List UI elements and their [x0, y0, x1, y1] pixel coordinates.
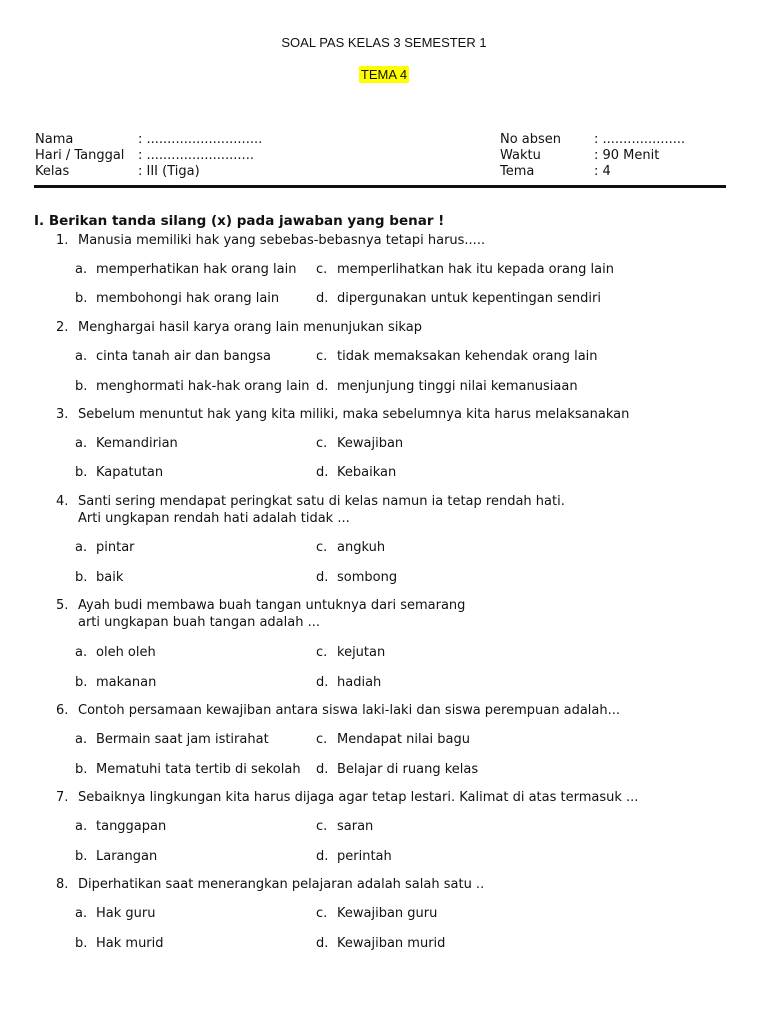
- option-letter: c.: [316, 540, 328, 555]
- option-text: tanggapan: [96, 819, 167, 834]
- question-text: Menghargai hasil karya orang lain menunjukan sikap: [78, 320, 422, 335]
- option-b: [75, 291, 279, 306]
- question-2: [56, 319, 422, 336]
- info-label: Hari / Tanggal: [35, 148, 125, 163]
- option-letter: a.: [75, 819, 88, 834]
- option-letter: b.: [75, 291, 88, 306]
- info-value: : ............................: [138, 132, 263, 147]
- option-d: [316, 936, 445, 951]
- option-c: [316, 540, 385, 555]
- question-8: [56, 876, 484, 893]
- option-letter: c.: [316, 906, 328, 921]
- question-number: 2.: [56, 320, 69, 335]
- option-letter: a.: [75, 906, 88, 921]
- option-a: [75, 906, 155, 921]
- student-info-left: [35, 132, 262, 180]
- question-7: [56, 789, 638, 806]
- option-d: [316, 291, 601, 306]
- option-letter: b.: [75, 379, 88, 394]
- question-number: 7.: [56, 790, 69, 805]
- option-text: Hak guru: [96, 906, 156, 921]
- option-text: kejutan: [337, 645, 386, 660]
- info-value: : ..........................: [138, 148, 254, 163]
- option-letter: d.: [316, 291, 329, 306]
- question-text-cont: Arti ungkapan rendah hati adalah tidak ...: [78, 511, 350, 526]
- option-text: memperhatikan hak orang lain: [96, 262, 297, 277]
- theme-highlight: TEMA 4: [360, 67, 408, 82]
- option-text: Larangan: [96, 849, 158, 864]
- option-text: cinta tanah air dan bangsa: [96, 349, 271, 364]
- question-text: Contoh persamaan kewajiban antara siswa laki-laki dan siswa perempuan adalah...: [78, 703, 621, 718]
- option-a: [75, 436, 178, 451]
- info-label: Kelas: [35, 164, 70, 179]
- option-text: saran: [337, 819, 374, 834]
- option-letter: d.: [316, 849, 329, 864]
- info-row-name: [35, 132, 262, 148]
- option-letter: c.: [316, 732, 328, 747]
- info-value: : III (Tiga): [138, 164, 200, 179]
- option-text: oleh oleh: [96, 645, 156, 660]
- option-c: [316, 262, 614, 277]
- question-number: 6.: [56, 703, 69, 718]
- option-c: [316, 732, 470, 747]
- info-label: Waktu: [500, 148, 541, 163]
- option-letter: c.: [316, 819, 328, 834]
- info-row-class: [35, 164, 262, 180]
- option-text: perintah: [337, 849, 392, 864]
- option-text: Kebaikan: [337, 465, 397, 480]
- document-title: SOAL PAS KELAS 3 SEMESTER 1: [281, 35, 487, 50]
- option-letter: d.: [316, 936, 329, 951]
- header-divider: [34, 185, 726, 188]
- option-d: [316, 379, 578, 394]
- info-row-time: [500, 148, 685, 164]
- question-text: Sebaiknya lingkungan kita harus dijaga agar tetap lestari. Kalimat di atas termasuk ...: [78, 790, 639, 805]
- option-letter: a.: [75, 645, 88, 660]
- option-letter: d.: [316, 379, 329, 394]
- option-c: [316, 906, 437, 921]
- option-letter: c.: [316, 436, 328, 451]
- info-value: : ....................: [594, 132, 686, 147]
- option-c: [316, 819, 373, 834]
- option-b: [75, 379, 310, 394]
- option-letter: d.: [316, 570, 329, 585]
- option-text: Belajar di ruang kelas: [337, 762, 479, 777]
- info-label: No absen: [500, 132, 562, 147]
- option-text: baik: [96, 570, 124, 585]
- option-a: [75, 819, 166, 834]
- option-b: [75, 465, 163, 480]
- option-text: Kemandirian: [96, 436, 178, 451]
- info-value: : 90 Menit: [594, 148, 660, 163]
- option-letter: b.: [75, 465, 88, 480]
- option-d: [316, 570, 397, 585]
- option-d: [316, 675, 381, 690]
- option-d: [316, 465, 396, 480]
- question-text: Manusia memiliki hak yang sebebas-bebasnya tetapi harus.....: [78, 233, 486, 248]
- student-info-right: [500, 132, 685, 180]
- question-4: [56, 493, 565, 527]
- option-text: Kewajiban: [337, 436, 404, 451]
- option-b: [75, 849, 157, 864]
- option-text: pintar: [96, 540, 135, 555]
- question-number: 8.: [56, 877, 69, 892]
- option-letter: b.: [75, 936, 88, 951]
- option-a: [75, 732, 269, 747]
- section-heading: I. Berikan tanda silang (x) pada jawaban yang benar !: [34, 213, 445, 229]
- question-number: 5.: [56, 598, 69, 613]
- question-number: 3.: [56, 407, 69, 422]
- option-text: makanan: [96, 675, 157, 690]
- option-b: [75, 675, 156, 690]
- info-label: Tema: [500, 164, 535, 179]
- option-letter: c.: [316, 349, 328, 364]
- question-number: 4.: [56, 494, 69, 509]
- option-letter: a.: [75, 732, 88, 747]
- option-letter: b.: [75, 570, 88, 585]
- option-text: membohongi hak orang lain: [96, 291, 280, 306]
- option-letter: d.: [316, 762, 329, 777]
- option-b: [75, 762, 301, 777]
- info-row-theme: [500, 164, 685, 180]
- option-text: Mendapat nilai bagu: [337, 732, 471, 747]
- option-c: [316, 645, 385, 660]
- info-row-absen: [500, 132, 685, 148]
- option-letter: a.: [75, 540, 88, 555]
- option-text: sombong: [337, 570, 398, 585]
- question-5: [56, 597, 465, 631]
- option-letter: a.: [75, 262, 88, 277]
- info-value: : 4: [594, 164, 611, 179]
- option-letter: d.: [316, 675, 329, 690]
- option-text: menghormati hak-hak orang lain: [96, 379, 310, 394]
- option-b: [75, 936, 164, 951]
- option-d: [316, 762, 478, 777]
- option-text: memperlihatkan hak itu kepada orang lain: [337, 262, 614, 277]
- option-text: tidak memaksakan kehendak orang lain: [337, 349, 598, 364]
- question-1: [56, 232, 485, 249]
- info-label: Nama: [35, 132, 74, 147]
- option-a: [75, 349, 271, 364]
- option-letter: c.: [316, 645, 328, 660]
- option-text: hadiah: [337, 675, 382, 690]
- theme-label: [0, 67, 768, 82]
- option-d: [316, 849, 392, 864]
- option-letter: b.: [75, 849, 88, 864]
- option-text: angkuh: [337, 540, 386, 555]
- option-text: Mematuhi tata tertib di sekolah: [96, 762, 301, 777]
- question-number: 1.: [56, 233, 69, 248]
- option-letter: b.: [75, 762, 88, 777]
- option-c: [316, 349, 598, 364]
- option-text: menjunjung tinggi nilai kemanusiaan: [337, 379, 578, 394]
- question-text: Santi sering mendapat peringkat satu di kelas namun ia tetap rendah hati.: [78, 494, 565, 509]
- option-a: [75, 540, 135, 555]
- option-text: Kapatutan: [96, 465, 164, 480]
- option-text: Kewajiban guru: [337, 906, 438, 921]
- option-letter: a.: [75, 349, 88, 364]
- info-row-date: [35, 148, 262, 164]
- option-letter: b.: [75, 675, 88, 690]
- option-letter: d.: [316, 465, 329, 480]
- option-a: [75, 262, 296, 277]
- option-letter: a.: [75, 436, 88, 451]
- option-letter: c.: [316, 262, 328, 277]
- question-6: [56, 702, 620, 719]
- question-text: Ayah budi membawa buah tangan untuknya dari semarang: [78, 598, 466, 613]
- option-text: Kewajiban murid: [337, 936, 446, 951]
- question-3: [56, 406, 629, 423]
- option-text: Bermain saat jam istirahat: [96, 732, 269, 747]
- question-text-cont: arti ungkapan buah tangan adalah ...: [78, 615, 320, 630]
- option-text: Hak murid: [96, 936, 164, 951]
- option-c: [316, 436, 403, 451]
- option-text: dipergunakan untuk kepentingan sendiri: [337, 291, 601, 306]
- question-text: Diperhatikan saat menerangkan pelajaran adalah salah satu ..: [78, 877, 485, 892]
- option-a: [75, 645, 156, 660]
- option-b: [75, 570, 123, 585]
- question-text: Sebelum menuntut hak yang kita miliki, maka sebelumnya kita harus melaksanakan: [78, 407, 630, 422]
